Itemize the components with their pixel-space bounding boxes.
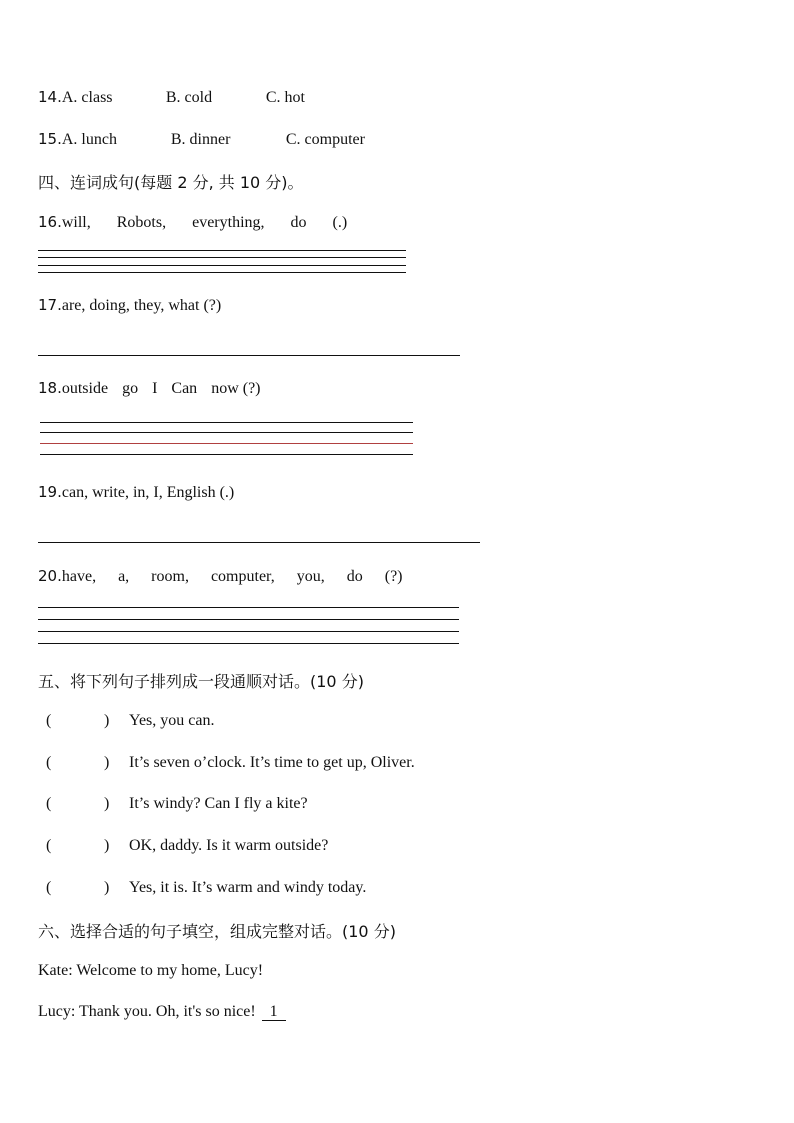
- answer-line: [40, 454, 413, 455]
- word-token: everything,: [192, 214, 265, 231]
- question-number: 20.: [38, 567, 62, 585]
- word-token: can, write, in, I, English (.): [61, 484, 235, 501]
- dialogue-line-kate: Kate: Welcome to my home, Lucy!: [38, 962, 264, 979]
- question-20: [38, 567, 429, 586]
- word-token: (.): [332, 214, 348, 231]
- answer-line: [40, 443, 413, 444]
- paren-open: (: [46, 754, 52, 771]
- word-token: have,: [61, 568, 97, 585]
- section-5-heading: 五、将下列句子排列成一段通顺对话。(10 分): [38, 672, 364, 691]
- answer-line: [38, 631, 459, 632]
- question-number: 19.: [38, 483, 62, 501]
- question-number: 18.: [38, 379, 62, 397]
- fill-in-blank[interactable]: 1: [262, 1004, 286, 1021]
- question-number: 16.: [38, 213, 62, 231]
- dialogue-text: It’s windy? Can I fly a kite?: [129, 795, 308, 812]
- answer-line: [40, 422, 413, 423]
- option-b: B. cold: [165, 89, 213, 106]
- option-a: A. lunch: [61, 131, 117, 148]
- paren-close: ): [104, 754, 110, 771]
- paren-open: (: [46, 879, 52, 896]
- word-token: do: [290, 214, 307, 231]
- word-token: computer,: [210, 568, 275, 585]
- dialogue-text: Yes, you can.: [129, 712, 215, 729]
- question-18: [38, 379, 287, 398]
- word-token: now (?): [211, 380, 261, 397]
- paren-close: ): [104, 795, 110, 812]
- word-token: room,: [151, 568, 189, 585]
- question-16: [38, 213, 373, 232]
- question-number: 14.: [38, 88, 62, 106]
- paren-open: (: [46, 795, 52, 812]
- question-19: [38, 483, 234, 502]
- word-token: I: [152, 380, 158, 397]
- word-token: a,: [118, 568, 130, 585]
- word-token: will,: [61, 214, 91, 231]
- option-a: A. class: [61, 89, 113, 106]
- answer-line: [38, 542, 480, 543]
- answer-line: [38, 250, 406, 251]
- dialogue-text: Lucy: Thank you. Oh, it's so nice!: [38, 1003, 256, 1020]
- word-token: (?): [384, 568, 403, 585]
- question-17: [38, 296, 221, 315]
- word-token: Robots,: [116, 214, 167, 231]
- dialogue-text: It’s seven o’clock. It’s time to get up, Oliver.: [129, 754, 415, 771]
- answer-line: [38, 355, 460, 356]
- word-token: are, doing, they, what (?): [61, 297, 222, 314]
- option-b: B. dinner: [170, 131, 231, 148]
- paren-open: (: [46, 712, 52, 729]
- dialogue-text: Yes, it is. It’s warm and windy today.: [129, 879, 367, 896]
- answer-line: [38, 257, 406, 258]
- word-token: go: [122, 380, 139, 397]
- word-token: outside: [61, 380, 109, 397]
- paren-open: (: [46, 837, 52, 854]
- question-number: 17.: [38, 296, 62, 314]
- question-14: [38, 88, 305, 107]
- answer-line: [40, 432, 413, 433]
- section-4-heading: 四、连词成句(每题 2 分, 共 10 分)。: [38, 173, 304, 192]
- answer-line: [38, 607, 459, 608]
- dialogue-line-lucy: [38, 1003, 286, 1021]
- question-number: 15.: [38, 130, 62, 148]
- option-c: C. hot: [265, 89, 305, 106]
- answer-line: [38, 643, 459, 644]
- word-token: do: [346, 568, 363, 585]
- option-c: C. computer: [285, 131, 365, 148]
- word-token: you,: [296, 568, 325, 585]
- paren-close: ): [104, 879, 110, 896]
- paren-close: ): [104, 712, 110, 729]
- dialogue-text: OK, daddy. Is it warm outside?: [129, 837, 329, 854]
- word-token: Can: [171, 380, 198, 397]
- paren-close: ): [104, 837, 110, 854]
- answer-line: [38, 272, 406, 273]
- answer-line: [38, 265, 406, 266]
- question-15: [38, 130, 365, 149]
- section-6-heading: 六、选择合适的句子填空，组成完整对话。(10 分): [38, 922, 396, 941]
- answer-line: [38, 619, 459, 620]
